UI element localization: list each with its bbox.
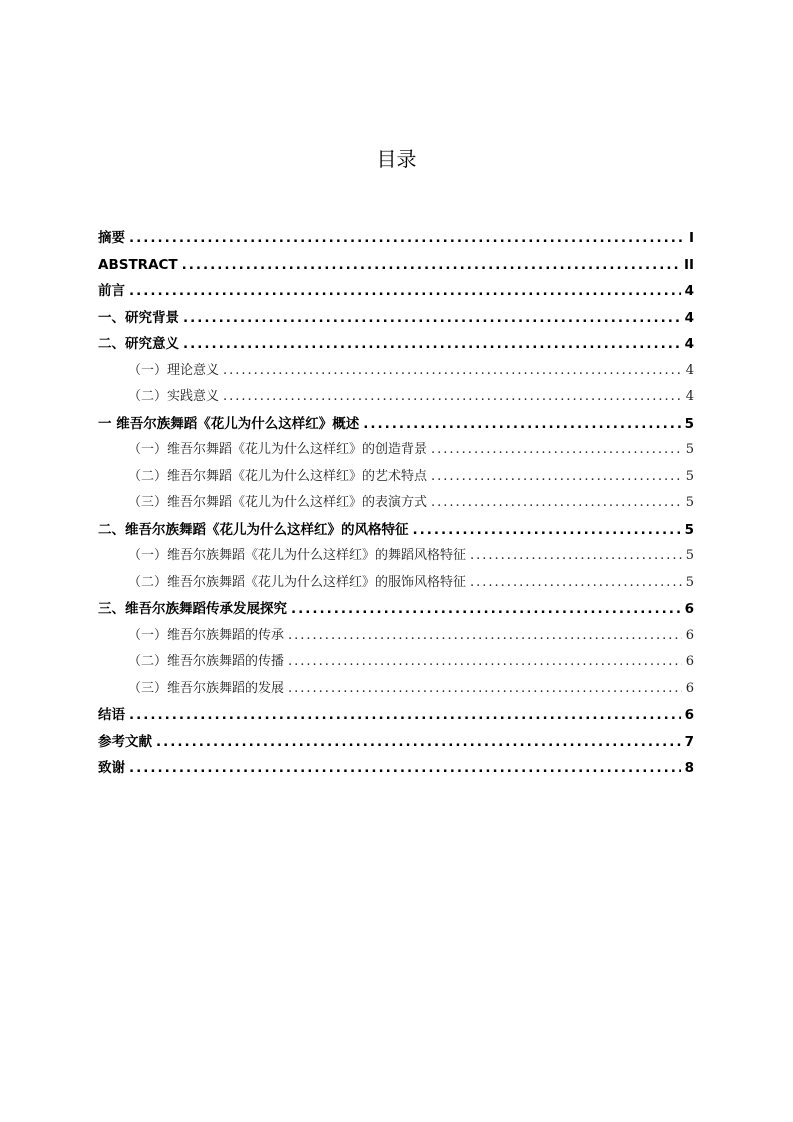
toc-entry-page: 5 (685, 468, 694, 484)
toc-entry-page: I (688, 230, 694, 246)
toc-entry-label: （一）维吾尔舞蹈《花儿为什么这样红》的创造背景 (128, 442, 428, 457)
toc-entry-page: 6 (685, 627, 694, 643)
toc-entry-theoretical-significance[interactable] (98, 358, 694, 385)
toc-entry-label: （二）维吾尔族舞蹈《花儿为什么这样红》的服饰风格特征 (128, 574, 467, 590)
toc-entry-page: II (683, 256, 694, 273)
toc-entry-label: 前言 (98, 283, 125, 299)
toc-entry-label: ABSTRACT (98, 256, 178, 273)
toc-entry-page: 4 (685, 362, 694, 378)
toc-entry-acknowledgements[interactable] (98, 755, 694, 782)
toc-entry-abstract-en[interactable] (98, 252, 694, 279)
toc-entry-performance-style[interactable] (98, 490, 694, 517)
toc-leader-dots (223, 384, 682, 411)
toc-entry-page: 5 (685, 495, 694, 510)
toc-entry-page: 7 (684, 733, 694, 750)
toc-entry-practical-significance[interactable] (98, 384, 694, 411)
toc-entry-costume-style[interactable] (98, 570, 694, 597)
toc-entry-dance-overview[interactable] (98, 411, 694, 438)
toc-leader-dots (470, 570, 682, 597)
toc-leader-dots (182, 252, 680, 279)
toc-leader-dots (156, 729, 681, 756)
toc-entry-page: 5 (684, 415, 694, 432)
toc-leader-dots (431, 437, 682, 464)
toc-entry-page: 5 (684, 521, 694, 538)
toc-entry-artistic-features[interactable] (98, 464, 694, 491)
toc-entry-conclusion[interactable] (98, 702, 694, 729)
toc-entry-page: 6 (685, 680, 694, 696)
toc-leader-dots (431, 464, 682, 491)
table-of-contents (98, 225, 694, 782)
toc-leader-dots (129, 755, 681, 782)
toc-leader-dots (431, 490, 682, 517)
toc-entry-page: 6 (684, 601, 694, 617)
toc-entry-page: 5 (685, 574, 694, 590)
toc-entry-label: 参考文献 (98, 733, 152, 750)
toc-leader-dots (363, 411, 680, 438)
toc-entry-inheritance-development[interactable] (98, 596, 694, 623)
toc-entry-references[interactable] (98, 729, 694, 756)
toc-entry-label: 致谢 (98, 760, 125, 776)
toc-entry-preface[interactable] (98, 278, 694, 305)
toc-entry-label: （三）维吾尔族舞蹈的发展 (128, 680, 285, 696)
toc-entry-label: （一）维吾尔族舞蹈的传承 (128, 627, 285, 643)
toc-leader-dots (288, 649, 682, 676)
toc-entry-label: （二）实践意义 (128, 389, 220, 404)
toc-entry-label: 摘要 (98, 230, 125, 246)
toc-leader-dots (129, 702, 681, 729)
toc-entry-research-significance[interactable] (98, 331, 694, 358)
toc-leader-dots (413, 517, 681, 544)
toc-leader-dots (288, 623, 682, 650)
toc-entry-dissemination[interactable] (98, 649, 694, 676)
toc-leader-dots (129, 225, 685, 252)
toc-entry-label: 二、研究意义 (98, 336, 179, 352)
toc-entry-dance-style[interactable] (98, 543, 694, 570)
toc-entry-page: 5 (685, 548, 694, 563)
toc-leader-dots (223, 358, 682, 385)
toc-entry-page: 6 (684, 707, 694, 723)
toc-entry-abstract-cn[interactable] (98, 225, 694, 252)
toc-leader-dots (291, 596, 681, 623)
toc-entry-style-characteristics[interactable] (98, 517, 694, 544)
toc-entry-page: 4 (684, 283, 694, 299)
toc-leader-dots (470, 543, 682, 570)
toc-entry-label: 一、研究背景 (98, 309, 179, 326)
toc-entry-label: 三、维吾尔族舞蹈传承发展探究 (98, 601, 287, 617)
toc-entry-page: 5 (685, 442, 694, 457)
toc-entry-label: （二）维吾尔族舞蹈的传播 (128, 654, 285, 669)
toc-entry-label: （三）维吾尔舞蹈《花儿为什么这样红》的表演方式 (128, 495, 428, 510)
page-title: 目录 (376, 147, 417, 171)
toc-leader-dots (129, 278, 681, 305)
toc-entry-development[interactable] (98, 676, 694, 703)
toc-entry-label: （一）理论意义 (128, 362, 220, 378)
toc-entry-research-background[interactable] (98, 305, 694, 332)
toc-leader-dots (288, 676, 682, 703)
toc-entry-page: 6 (685, 654, 694, 669)
toc-leader-dots (183, 305, 681, 332)
toc-entry-label: 一 维吾尔族舞蹈《花儿为什么这样红》概述 (98, 415, 360, 432)
toc-entry-page: 4 (684, 309, 694, 326)
toc-entry-page: 8 (684, 760, 694, 776)
toc-entry-label: （一）维吾尔族舞蹈《花儿为什么这样红》的舞蹈风格特征 (128, 548, 467, 563)
toc-entry-page: 4 (684, 336, 694, 352)
toc-entry-label: （二）维吾尔舞蹈《花儿为什么这样红》的艺术特点 (128, 468, 428, 484)
toc-entry-label: 结语 (98, 707, 125, 723)
toc-entry-creation-background[interactable] (98, 437, 694, 464)
toc-leader-dots (183, 331, 681, 358)
toc-entry-label: 二、维吾尔族舞蹈《花儿为什么这样红》的风格特征 (98, 521, 409, 538)
toc-entry-page: 4 (685, 389, 694, 404)
toc-entry-inheritance[interactable] (98, 623, 694, 650)
